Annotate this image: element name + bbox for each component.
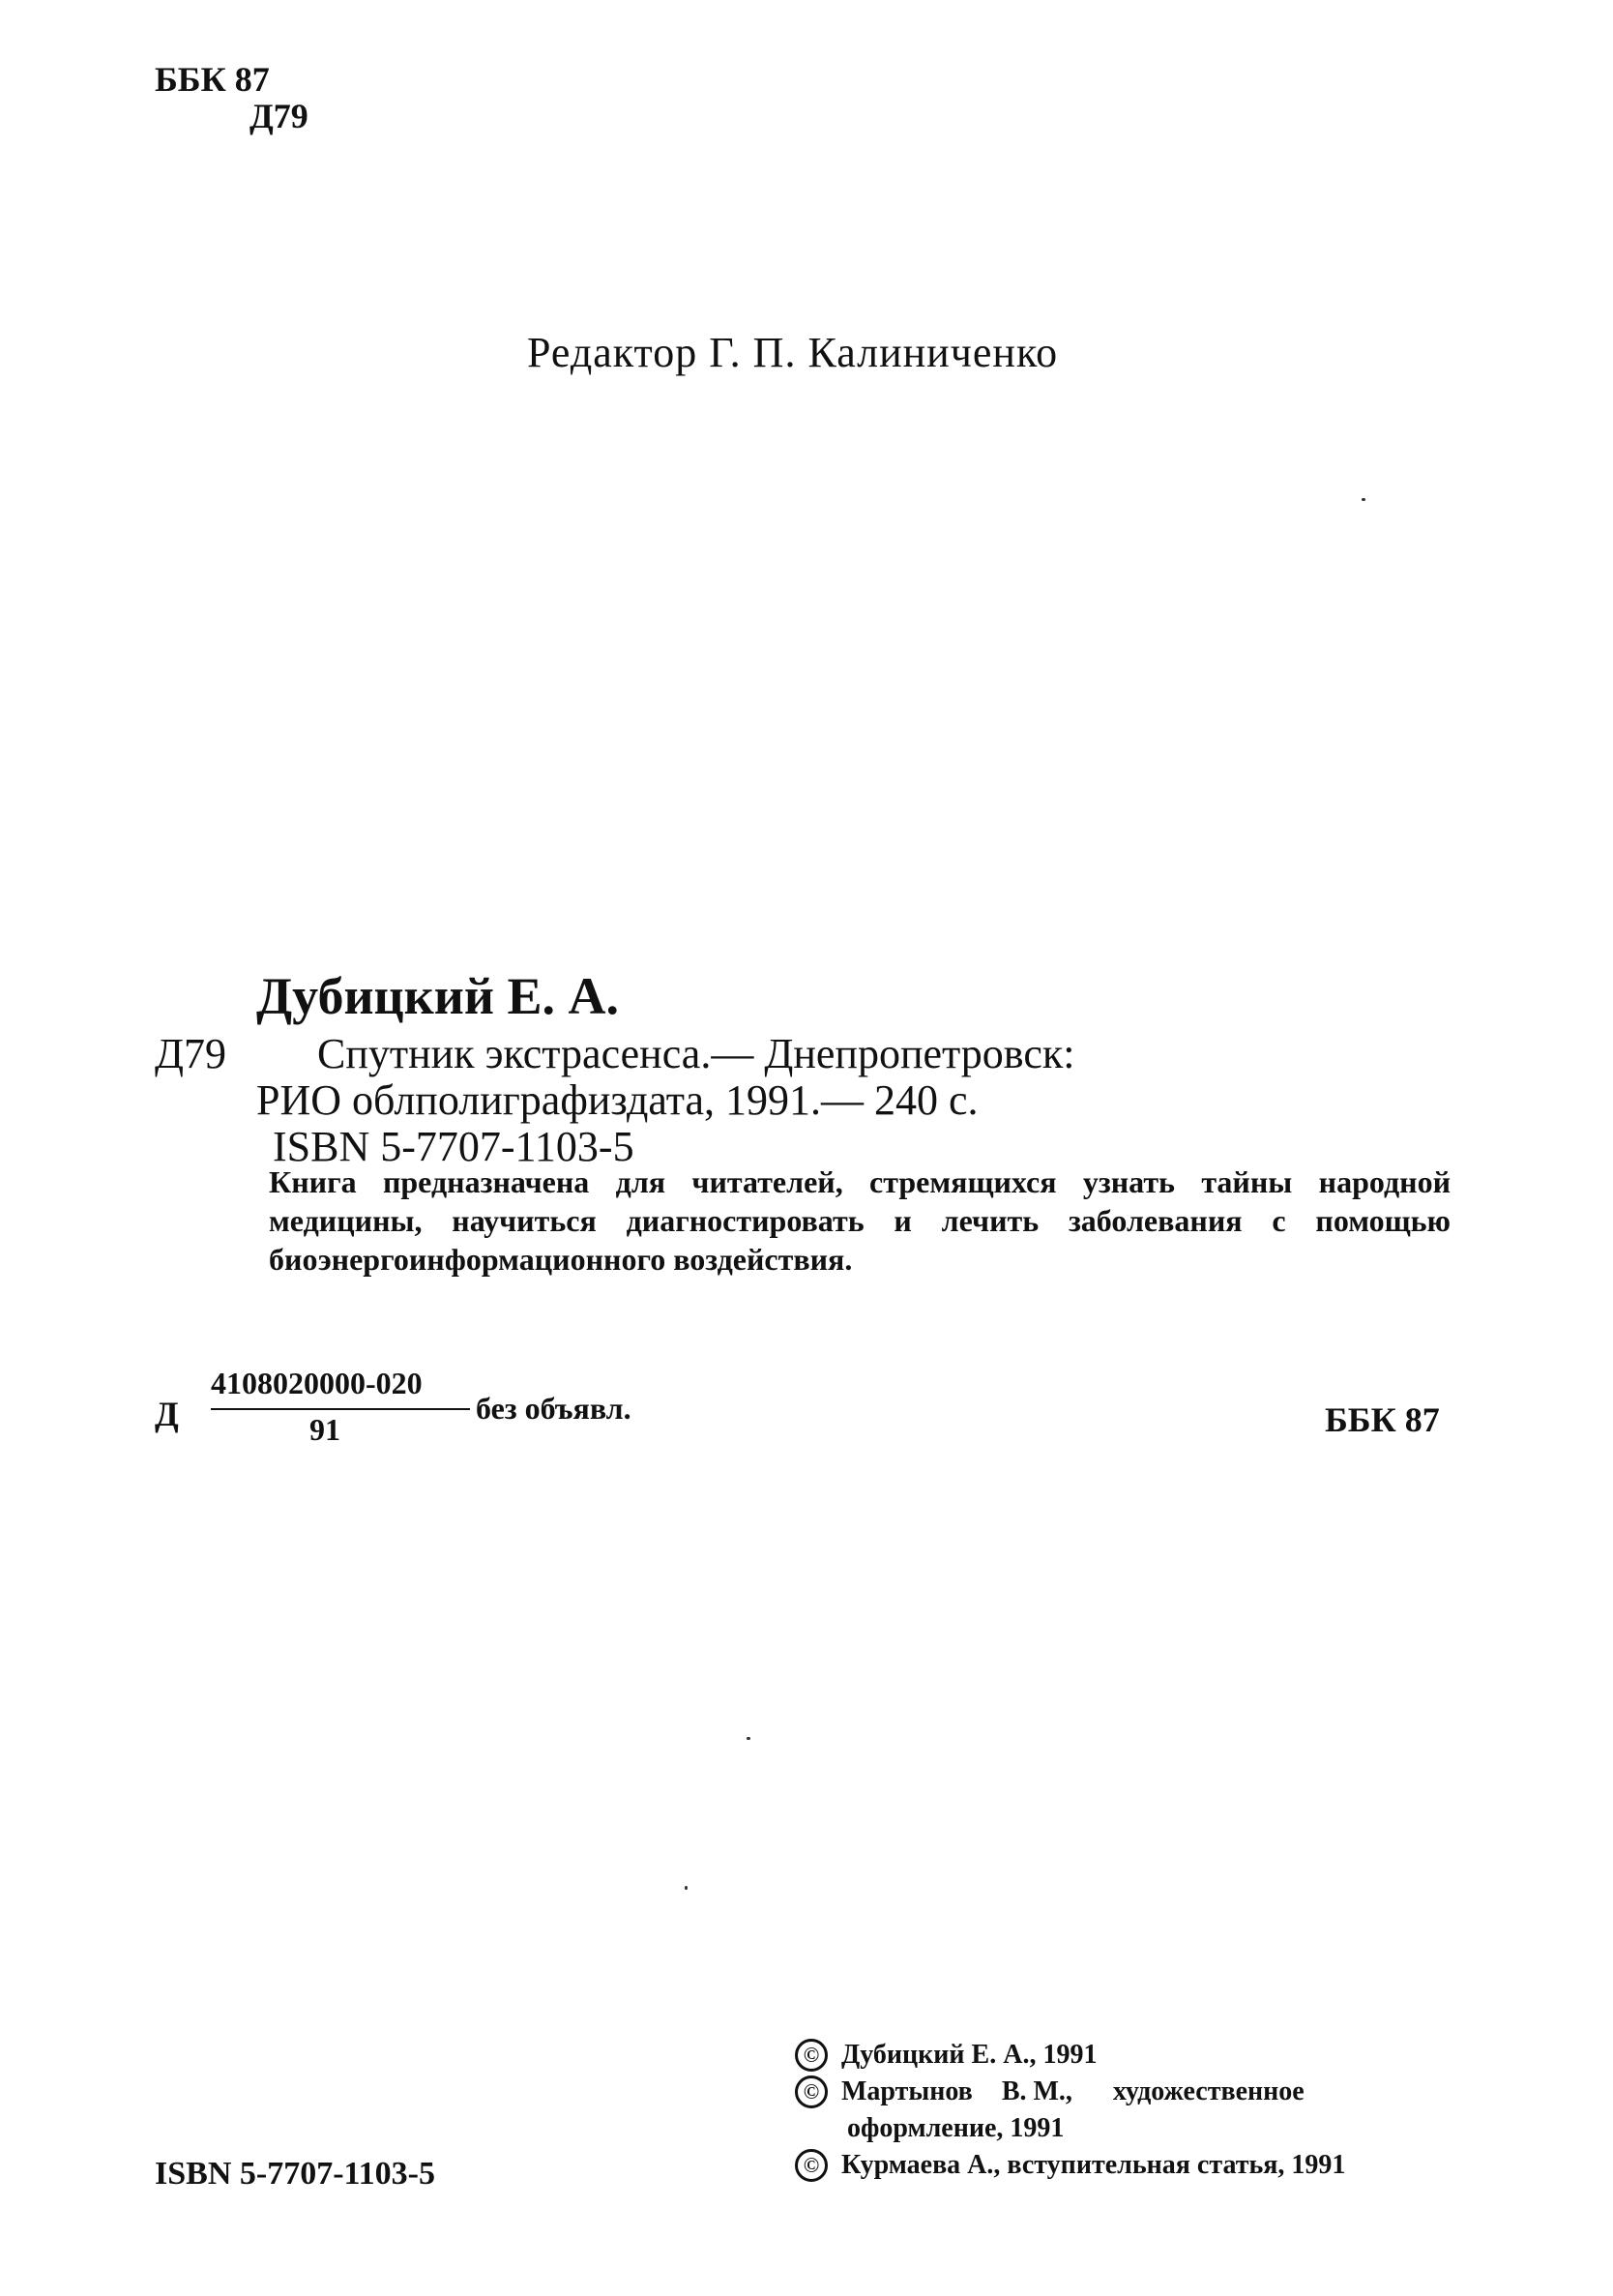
copyright-holder: Мартынов — [841, 2076, 973, 2106]
author-mark: Д79 — [249, 97, 308, 135]
publisher-line: РИО облполиграфиздата, 1991.— 240 с. — [256, 1076, 979, 1124]
print-speck — [747, 1737, 750, 1740]
editor-credit: Редактор Г. П. Калиниченко — [527, 329, 1059, 376]
print-speck — [1362, 498, 1365, 501]
copyright-initials: В. М., — [1001, 2076, 1072, 2106]
author-name: Дубицкий Е. А. — [256, 967, 620, 1025]
copyright-icon: © — [795, 2149, 828, 2182]
fraction-rule — [211, 1408, 470, 1410]
bbk-code-right: ББК 87 — [1325, 1400, 1440, 1439]
copyright-line — [795, 2039, 1097, 2072]
code-note: без объявл. — [476, 1391, 631, 1426]
title-line: Спутник экстрасенса.— Днепропетровск: — [317, 1030, 1075, 1077]
annotation: Книга предназначена для читателей, стремящихся узнать тайны народной медицины, научиться диагностировать и лечить заболевания с помощью биоэнергоинформационного воздействия. — [269, 1164, 1451, 1277]
copyright-icon: © — [795, 2075, 828, 2108]
copyright-icon: © — [795, 2039, 828, 2072]
copyright-line — [795, 2149, 1345, 2182]
code-letter: Д — [155, 1395, 179, 1433]
copyright-text: Дубицкий Е. А., 1991 — [841, 2040, 1098, 2070]
catalog-author-mark: Д79 — [155, 1030, 227, 1077]
copyright-role: художественное — [1112, 2076, 1305, 2106]
copyright-continuation: оформление, 1991 — [847, 2113, 1065, 2143]
isbn-line: ISBN 5-7707-1103-5 — [273, 1123, 634, 1170]
code-numerator: 4108020000-020 — [211, 1366, 423, 1400]
print-speck — [685, 1886, 688, 1890]
copyright-line — [795, 2075, 1305, 2108]
bbk-code: ББК 87 — [155, 60, 270, 99]
isbn-bottom: ISBN 5-7707-1103-5 — [155, 2156, 435, 2192]
copyright-text: Курмаева А., вступительная статья, 1991 — [841, 2150, 1346, 2180]
code-denominator: 91 — [309, 1412, 340, 1447]
